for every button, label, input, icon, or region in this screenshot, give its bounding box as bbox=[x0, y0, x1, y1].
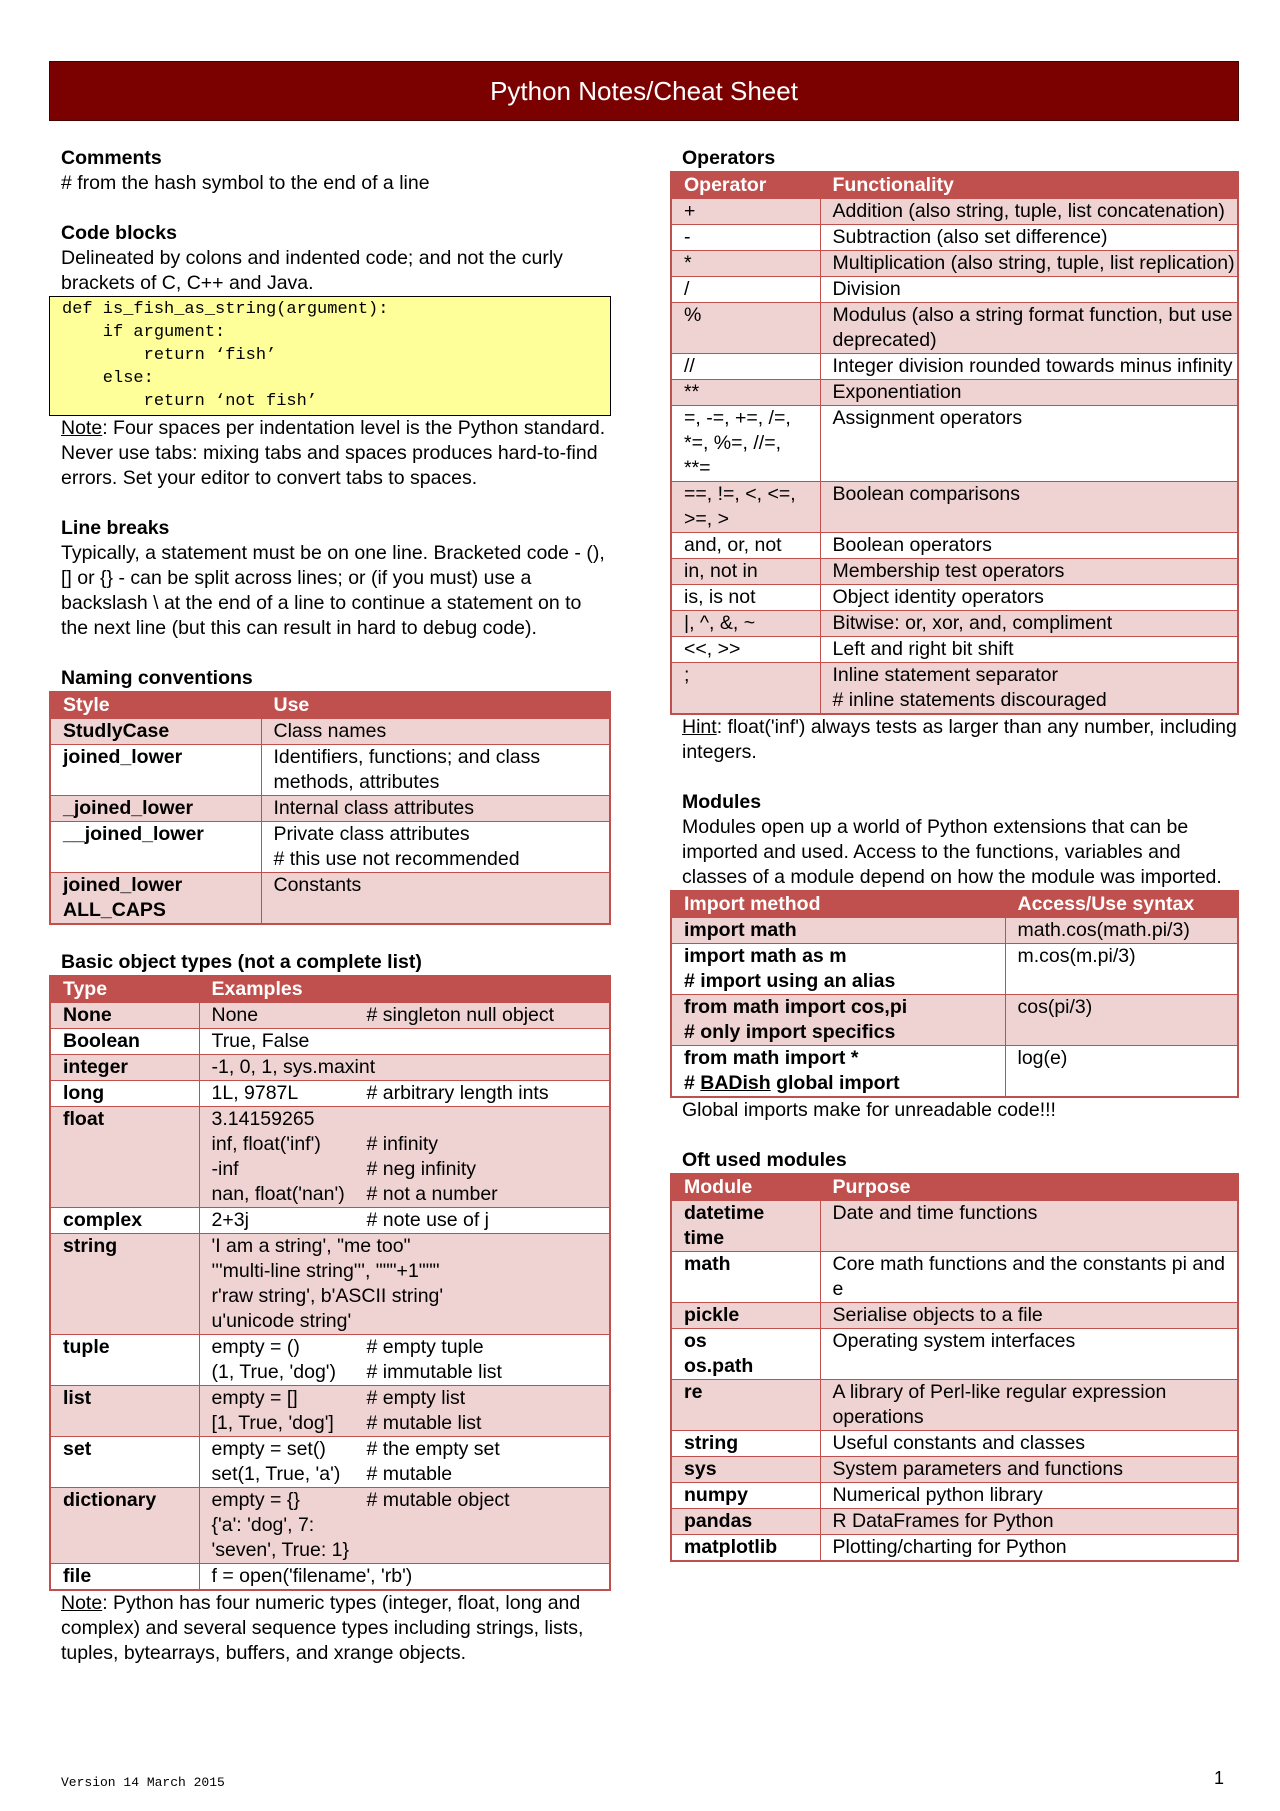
oft-used-heading: Oft used modules bbox=[682, 1149, 847, 1171]
operator-description: Addition (also string, tuple, list concatenation) bbox=[820, 199, 1238, 225]
operators-col-operator: Operator bbox=[671, 172, 820, 199]
table-row bbox=[671, 637, 1238, 663]
table-row bbox=[50, 1437, 610, 1488]
operator-symbol: - bbox=[671, 225, 820, 251]
operator-symbol: % bbox=[671, 303, 820, 354]
type-comment: # the empty set # mutable bbox=[366, 1438, 500, 1485]
table-row bbox=[671, 1329, 1238, 1380]
operator-symbol: / bbox=[671, 277, 820, 303]
table-row bbox=[671, 1535, 1238, 1562]
type-name: file bbox=[50, 1564, 199, 1591]
module-purpose: A library of Perl-like regular expression operations bbox=[820, 1380, 1238, 1431]
module-name: pandas bbox=[671, 1509, 820, 1535]
table-row bbox=[671, 995, 1238, 1046]
table-row bbox=[671, 559, 1238, 585]
type-name: set bbox=[50, 1437, 199, 1488]
operator-description: Integer division rounded towards minus infinity bbox=[820, 354, 1238, 380]
naming-table bbox=[49, 691, 611, 925]
type-examples bbox=[199, 1488, 610, 1564]
table-row bbox=[671, 1303, 1238, 1329]
table-row bbox=[50, 796, 610, 822]
type-examples bbox=[199, 1437, 610, 1488]
module-name: os os.path bbox=[671, 1329, 820, 1380]
module-purpose: Date and time functions bbox=[820, 1201, 1238, 1252]
import-table bbox=[670, 890, 1239, 1098]
type-name: dictionary bbox=[50, 1488, 199, 1564]
type-name: None bbox=[50, 1003, 199, 1029]
table-row bbox=[671, 199, 1238, 225]
table-row bbox=[671, 663, 1238, 715]
type-example: empty = () (1, True, 'dog') bbox=[211, 1336, 337, 1383]
type-example: 2+3j bbox=[211, 1209, 249, 1231]
operator-description: Assignment operators bbox=[820, 406, 1238, 482]
table-row bbox=[50, 822, 610, 873]
table-row bbox=[671, 380, 1238, 406]
right-column bbox=[670, 146, 1239, 1562]
table-row bbox=[671, 1509, 1238, 1535]
table-row bbox=[671, 1431, 1238, 1457]
type-comment: # empty tuple # immutable list bbox=[366, 1336, 502, 1383]
type-example-grid bbox=[212, 1208, 610, 1233]
import-access: m.cos(m.pi/3) bbox=[1005, 944, 1238, 995]
type-comment: # infinity # neg infinity # not a number bbox=[366, 1133, 498, 1205]
operator-symbol: * bbox=[671, 251, 820, 277]
comments-text: # from the hash symbol to the end of a line bbox=[61, 172, 430, 194]
type-example-grid bbox=[212, 1107, 610, 1207]
table-row bbox=[671, 944, 1238, 995]
module-name: matplotlib bbox=[671, 1535, 820, 1562]
module-purpose: System parameters and functions bbox=[820, 1457, 1238, 1483]
note-text: : Python has four numeric types (integer, float, long and complex) and several sequence types including strings, lists, tuples, bytearrays, buffers, and xrange objects. bbox=[61, 1592, 584, 1664]
type-name: string bbox=[50, 1234, 199, 1335]
operator-description: Subtraction (also set difference) bbox=[820, 225, 1238, 251]
type-comment: # empty list # mutable list bbox=[366, 1387, 482, 1434]
module-name: numpy bbox=[671, 1483, 820, 1509]
hint-label: Hint bbox=[682, 716, 717, 738]
type-example: empty = [] [1, True, 'dog'] bbox=[211, 1387, 334, 1434]
basic-types-heading: Basic object types (not a complete list) bbox=[61, 951, 422, 973]
table-row bbox=[671, 303, 1238, 354]
type-example-grid bbox=[212, 1029, 610, 1054]
oft-col-module: Module bbox=[671, 1174, 820, 1201]
type-example: None bbox=[211, 1004, 259, 1026]
import-method: import math as m # import using an alias bbox=[671, 944, 1005, 995]
operator-description: Division bbox=[820, 277, 1238, 303]
table-row bbox=[671, 354, 1238, 380]
comments-heading: Comments bbox=[61, 147, 162, 169]
type-name: list bbox=[50, 1386, 199, 1437]
operator-symbol: |, ^, &, ~ bbox=[671, 611, 820, 637]
oft-used-header-row bbox=[671, 1174, 1238, 1201]
type-example: 'I am a string', "me too" '''multi-line string''', """+1""" r'raw string', b'ASCII string' u'unicode string' bbox=[211, 1235, 444, 1332]
naming-use: Class names bbox=[261, 719, 610, 745]
type-name: float bbox=[50, 1107, 199, 1208]
type-examples bbox=[199, 1208, 610, 1234]
oft-used-table bbox=[670, 1173, 1239, 1562]
type-example-grid bbox=[212, 1055, 610, 1080]
module-name: datetime time bbox=[671, 1201, 820, 1252]
module-purpose: Plotting/charting for Python bbox=[820, 1535, 1238, 1562]
note-label: Note bbox=[61, 417, 103, 439]
table-row bbox=[50, 1386, 610, 1437]
operators-col-functionality: Functionality bbox=[820, 172, 1238, 199]
import-method-comment bbox=[684, 1071, 1005, 1096]
type-example: True, False bbox=[211, 1030, 310, 1052]
comment-prefix: # bbox=[684, 1072, 701, 1094]
naming-style: joined_lower ALL_CAPS bbox=[50, 873, 261, 925]
type-examples bbox=[199, 1335, 610, 1386]
operator-symbol: in, not in bbox=[671, 559, 820, 585]
naming-col-use: Use bbox=[261, 692, 610, 719]
operators-hint bbox=[670, 715, 1239, 765]
table-row bbox=[671, 482, 1238, 533]
module-purpose: R DataFrames for Python bbox=[820, 1509, 1238, 1535]
operator-description: Object identity operators bbox=[820, 585, 1238, 611]
import-access: log(e) bbox=[1005, 1046, 1238, 1098]
import-header-row bbox=[671, 891, 1238, 918]
table-row bbox=[50, 745, 610, 796]
table-row bbox=[50, 1335, 610, 1386]
type-example: -1, 0, 1, sys.maxint bbox=[211, 1056, 376, 1078]
type-examples bbox=[199, 1386, 610, 1437]
note-text: : Four spaces per indentation level is the Python standard. Never use tabs: mixing tabs and spaces produces hard-to-find errors. Set your editor to convert tabs to spaces. bbox=[61, 417, 606, 489]
operators-table bbox=[670, 171, 1239, 715]
type-name: complex bbox=[50, 1208, 199, 1234]
type-example: empty = set() set(1, True, 'a') bbox=[211, 1438, 341, 1485]
import-method: from math import cos,pi # only import specifics bbox=[671, 995, 1005, 1046]
type-examples bbox=[199, 1107, 610, 1208]
import-access: math.cos(math.pi/3) bbox=[1005, 918, 1238, 944]
types-col-examples: Examples bbox=[199, 976, 610, 1003]
import-access: cos(pi/3) bbox=[1005, 995, 1238, 1046]
type-name: integer bbox=[50, 1055, 199, 1081]
table-row bbox=[50, 873, 610, 925]
operators-header-row bbox=[671, 172, 1238, 199]
naming-use: Constants bbox=[261, 873, 610, 925]
basic-types-table bbox=[49, 975, 611, 1591]
page-number: 1 bbox=[1213, 1768, 1224, 1788]
table-row bbox=[50, 1488, 610, 1564]
table-row bbox=[671, 611, 1238, 637]
operator-description: Boolean comparisons bbox=[820, 482, 1238, 533]
type-examples bbox=[199, 1029, 610, 1055]
operator-description: Boolean operators bbox=[820, 533, 1238, 559]
operator-symbol: <<, >> bbox=[671, 637, 820, 663]
naming-use: Internal class attributes bbox=[261, 796, 610, 822]
operator-symbol: // bbox=[671, 354, 820, 380]
table-row bbox=[671, 277, 1238, 303]
type-example-grid bbox=[212, 1488, 610, 1563]
naming-style: joined_lower bbox=[50, 745, 261, 796]
table-row bbox=[671, 585, 1238, 611]
table-row bbox=[50, 1081, 610, 1107]
line-breaks-text: Typically, a statement must be on one line. Bracketed code - (), [] or {} - can be split across lines; or (if you must) use a backslash \ at the end of a line to continue a statement on to the next line (but this can result in hard to debug code). bbox=[61, 542, 605, 639]
table-row bbox=[671, 533, 1238, 559]
module-name: sys bbox=[671, 1457, 820, 1483]
module-purpose: Useful constants and classes bbox=[820, 1431, 1238, 1457]
type-example: 3.14159265 inf, float('inf') -inf nan, float('nan') bbox=[211, 1108, 345, 1205]
table-row bbox=[50, 1208, 610, 1234]
type-comment: # note use of j bbox=[366, 1209, 490, 1231]
type-name: long bbox=[50, 1081, 199, 1107]
type-comment: # mutable object bbox=[366, 1489, 510, 1511]
import-col-method: Import method bbox=[671, 891, 1005, 918]
left-column bbox=[49, 146, 611, 1666]
naming-header-row bbox=[50, 692, 610, 719]
module-purpose: Numerical python library bbox=[820, 1483, 1238, 1509]
naming-use: Identifiers, functions; and class methods, attributes bbox=[261, 745, 610, 796]
operator-description: Modulus (also a string format function, but use deprecated) bbox=[820, 303, 1238, 354]
modules-heading: Modules bbox=[682, 791, 762, 813]
table-row bbox=[671, 1380, 1238, 1431]
basic-types-note bbox=[49, 1591, 611, 1666]
table-row bbox=[50, 1029, 610, 1055]
type-example-grid bbox=[212, 1386, 610, 1436]
import-col-access: Access/Use syntax bbox=[1005, 891, 1238, 918]
table-row bbox=[671, 1483, 1238, 1509]
operator-symbol: ==, !=, <, <=, >=, > bbox=[671, 482, 820, 533]
module-purpose: Serialise objects to a file bbox=[820, 1303, 1238, 1329]
table-row bbox=[50, 1234, 610, 1335]
type-example: f = open('filename', 'rb') bbox=[211, 1565, 413, 1587]
import-method: import math bbox=[671, 918, 1005, 944]
table-row bbox=[671, 1046, 1238, 1098]
type-name: Boolean bbox=[50, 1029, 199, 1055]
code-blocks-text: Delineated by colons and indented code; and not the curly brackets of C, C++ and Java. bbox=[61, 247, 563, 294]
type-example: empty = {} {'a': 'dog', 7: 'seven', True: 1} bbox=[211, 1489, 350, 1561]
module-name: re bbox=[671, 1380, 820, 1431]
type-example: 1L, 9787L bbox=[211, 1082, 299, 1104]
type-examples bbox=[199, 1055, 610, 1081]
type-examples bbox=[199, 1003, 610, 1029]
table-row bbox=[671, 225, 1238, 251]
import-method bbox=[671, 1046, 1005, 1098]
table-row bbox=[671, 1457, 1238, 1483]
operators-heading: Operators bbox=[682, 147, 776, 169]
module-name: math bbox=[671, 1252, 820, 1303]
types-header-row bbox=[50, 976, 610, 1003]
modules-after-text: Global imports make for unreadable code!!! bbox=[682, 1099, 1056, 1121]
oft-col-purpose: Purpose bbox=[820, 1174, 1238, 1201]
naming-use: Private class attributes # this use not recommended bbox=[261, 822, 610, 873]
operator-description: Exponentiation bbox=[820, 380, 1238, 406]
table-row bbox=[671, 251, 1238, 277]
operator-symbol: ; bbox=[671, 663, 820, 715]
footer-version: Version 14 March 2015 bbox=[61, 1775, 225, 1790]
modules-text: Modules open up a world of Python extensions that can be imported and used. Access to the functions, variables and classes of a module depend on how the module was imported. bbox=[682, 816, 1222, 888]
module-name: pickle bbox=[671, 1303, 820, 1329]
type-examples bbox=[199, 1564, 610, 1591]
operator-description: Left and right bit shift bbox=[820, 637, 1238, 663]
operator-symbol: ** bbox=[671, 380, 820, 406]
import-method-line: from math import * bbox=[684, 1047, 859, 1069]
naming-col-style: Style bbox=[50, 692, 261, 719]
operator-symbol: is, is not bbox=[671, 585, 820, 611]
type-example-grid bbox=[212, 1234, 610, 1334]
naming-style: _joined_lower bbox=[50, 796, 261, 822]
table-row bbox=[671, 1252, 1238, 1303]
type-example-grid bbox=[212, 1564, 610, 1589]
table-row bbox=[50, 1055, 610, 1081]
operator-symbol: =, -=, +=, /=, *=, %=, //=, **= bbox=[671, 406, 820, 482]
code-blocks-note bbox=[49, 416, 611, 491]
table-row bbox=[671, 1201, 1238, 1252]
operator-symbol: + bbox=[671, 199, 820, 225]
table-row bbox=[671, 406, 1238, 482]
note-label: Note bbox=[61, 1592, 103, 1614]
code-blocks-heading: Code blocks bbox=[61, 222, 177, 244]
table-row bbox=[50, 1003, 610, 1029]
page-title: Python Notes/Cheat Sheet bbox=[49, 61, 1239, 121]
operator-description: Bitwise: or, xor, and, compliment bbox=[820, 611, 1238, 637]
hint-text: : float('inf') always tests as larger than any number, including integers. bbox=[682, 716, 1237, 763]
type-example-grid bbox=[212, 1437, 610, 1487]
table-row bbox=[50, 719, 610, 745]
module-name: string bbox=[671, 1431, 820, 1457]
type-name: tuple bbox=[50, 1335, 199, 1386]
module-purpose: Operating system interfaces bbox=[820, 1329, 1238, 1380]
type-example-grid bbox=[212, 1081, 610, 1106]
type-example-grid bbox=[212, 1335, 610, 1385]
naming-heading: Naming conventions bbox=[61, 667, 253, 689]
operator-description: Multiplication (also string, tuple, list replication) bbox=[820, 251, 1238, 277]
table-row bbox=[50, 1107, 610, 1208]
type-comment: # singleton null object bbox=[366, 1004, 555, 1026]
types-col-type: Type bbox=[50, 976, 199, 1003]
module-purpose: Core math functions and the constants pi and e bbox=[820, 1252, 1238, 1303]
table-row bbox=[50, 1564, 610, 1591]
operator-description: Membership test operators bbox=[820, 559, 1238, 585]
comment-underlined: BADish bbox=[700, 1072, 771, 1094]
table-row bbox=[671, 918, 1238, 944]
type-examples bbox=[199, 1234, 610, 1335]
naming-style: StudlyCase bbox=[50, 719, 261, 745]
code-example: def is_fish_as_string(argument): if argument: return ‘fish’ else: return ‘not fish’ bbox=[49, 296, 611, 416]
operator-description: Inline statement separator # inline statements discouraged bbox=[820, 663, 1238, 715]
naming-style: __joined_lower bbox=[50, 822, 261, 873]
comment-suffix: global import bbox=[770, 1072, 900, 1094]
line-breaks-heading: Line breaks bbox=[61, 517, 170, 539]
operator-symbol: and, or, not bbox=[671, 533, 820, 559]
type-examples bbox=[199, 1081, 610, 1107]
type-comment: # arbitrary length ints bbox=[366, 1082, 549, 1104]
type-example-grid bbox=[212, 1003, 610, 1028]
